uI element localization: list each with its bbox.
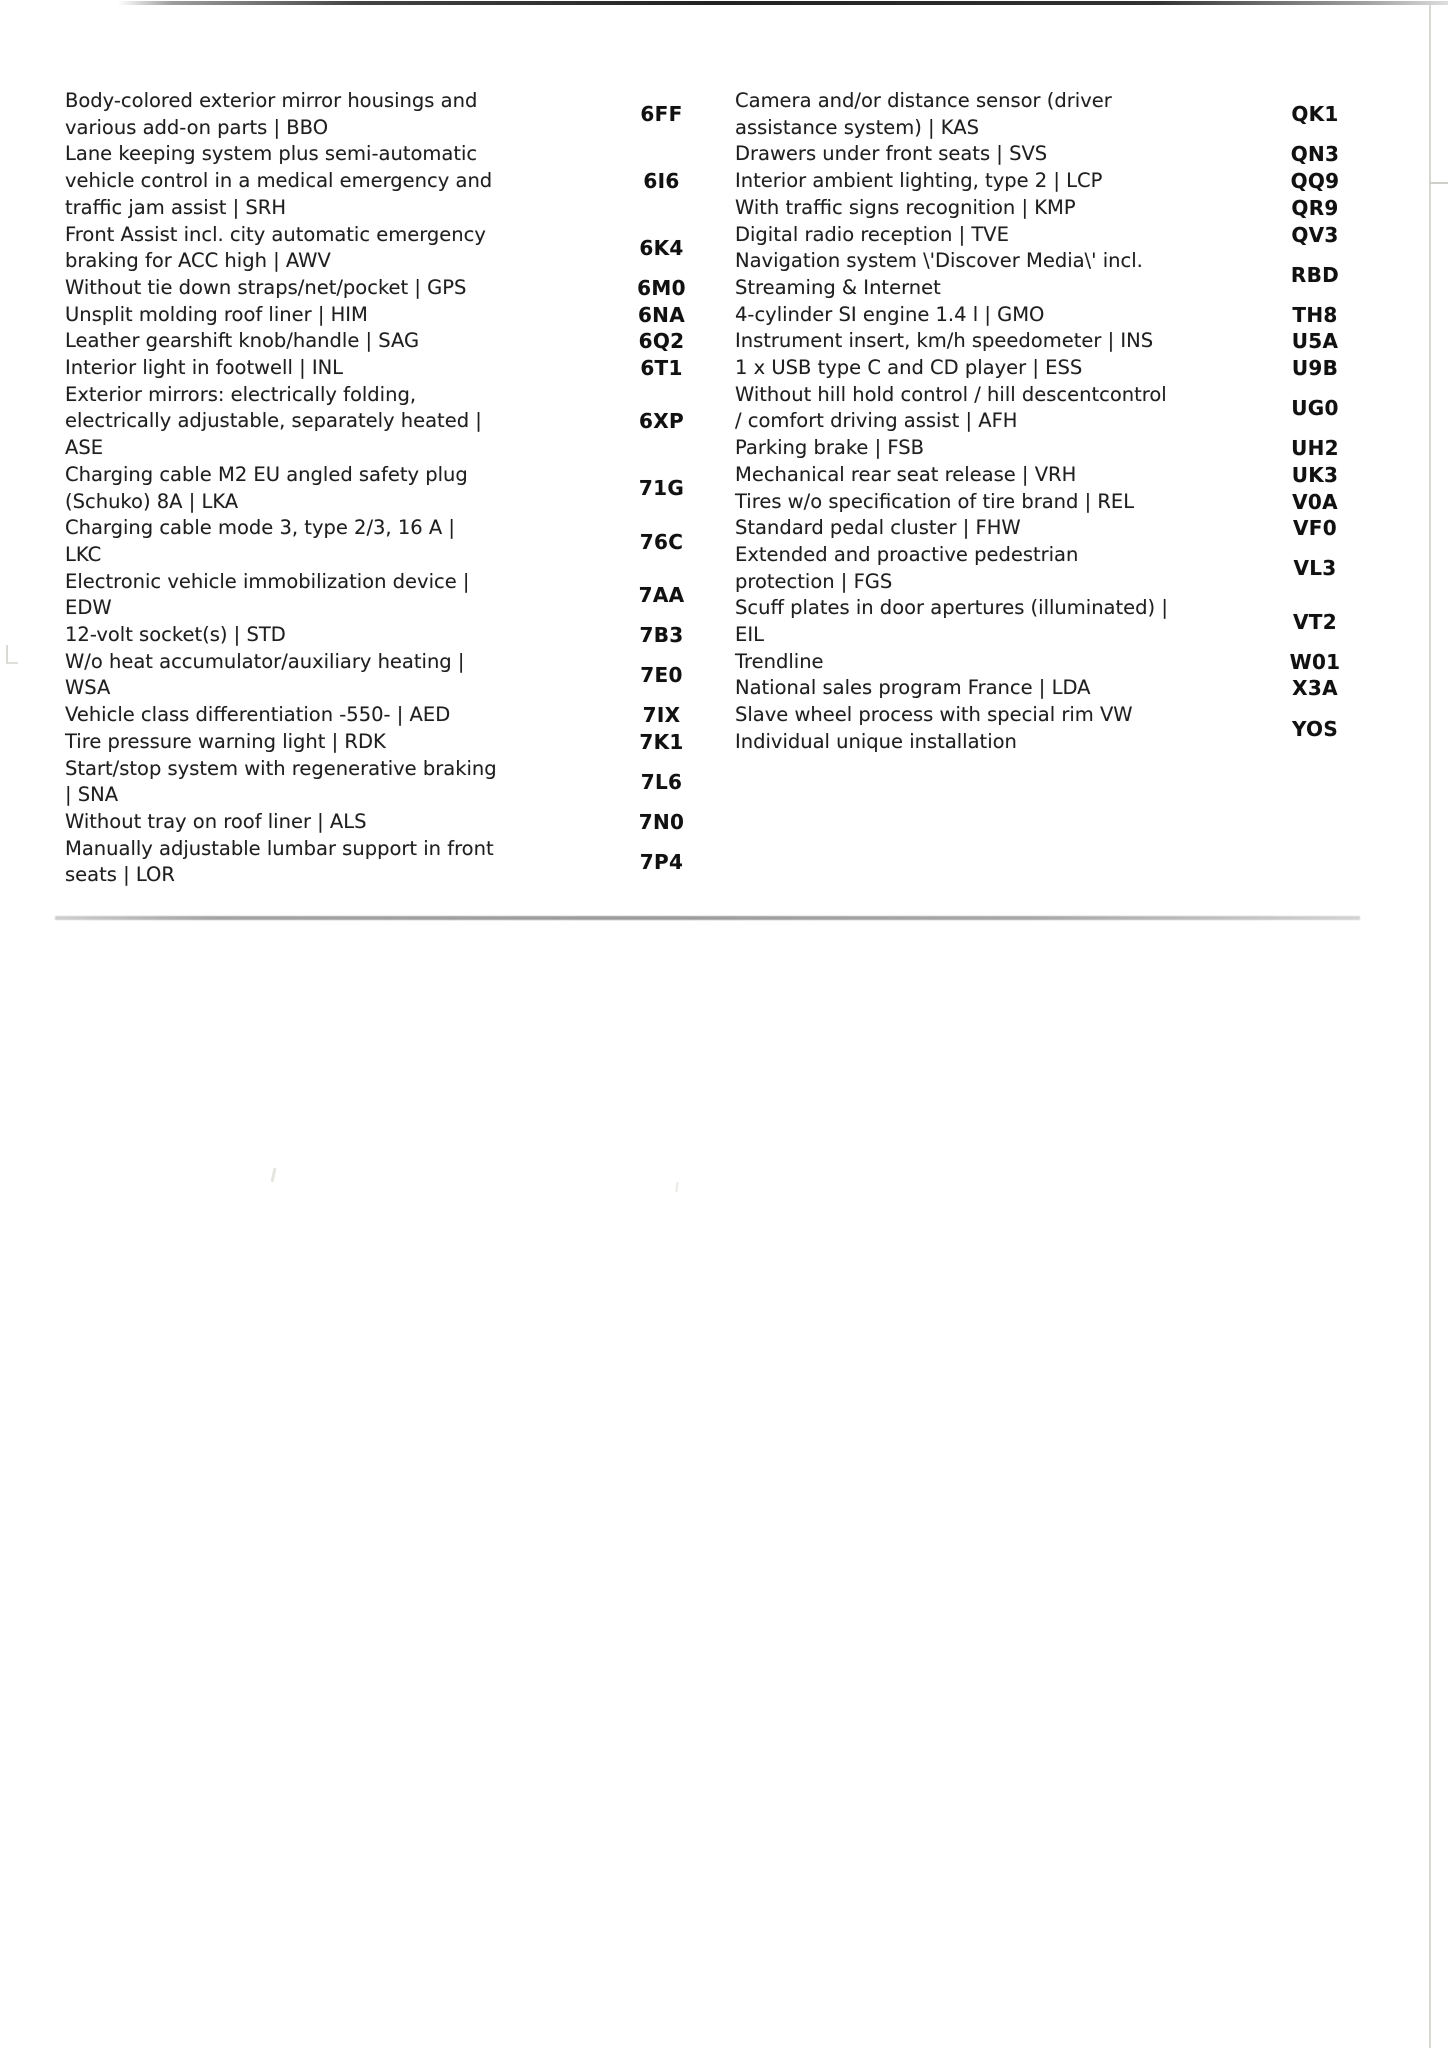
option-row [735,382,1365,435]
option-description-line: Without hill hold control / hill descentcontrol [735,382,1167,406]
option-code: QQ9 [1290,169,1340,194]
option-code: VL3 [1293,556,1337,581]
scan-artifact-top-line [118,1,1448,5]
option-row [735,248,1365,301]
option-description [65,622,588,649]
option-description-line: Parking brake | FSB [735,436,925,460]
option-row [735,489,1365,516]
option-description-line: 1 x USB type C and CD player | ESS [735,356,1083,380]
option-description-line: / comfort driving assist | AFH [735,409,1018,433]
option-code: 6M0 [637,275,686,300]
option-description [65,756,588,809]
option-code: VT2 [1293,609,1337,634]
options-table [65,88,1365,889]
option-code: UG0 [1291,396,1339,421]
option-row [65,141,735,221]
option-description-line: Front Assist incl. city automatic emergency [65,222,486,246]
option-description [65,355,588,382]
option-code: TH8 [1292,302,1338,327]
option-code: X3A [1292,676,1338,701]
option-description-line: Scuff plates in door apertures (illuminated) | [735,596,1168,620]
option-row [65,809,735,836]
option-code: VF0 [1293,516,1337,541]
option-description-line: Without tie down straps/net/pocket | GPS [65,275,467,299]
option-description [65,275,588,302]
option-row [65,275,735,302]
option-row [735,515,1365,542]
option-description-line: Charging cable mode 3, type 2/3, 16 A | [65,516,455,540]
option-code: 7B3 [639,623,684,648]
option-description [735,248,1265,301]
scan-artifact-right-edge-line [1429,5,1431,2048]
option-row [735,328,1365,355]
option-code: W01 [1289,649,1341,674]
option-row [735,702,1365,755]
option-description-line: Tires w/o specification of tire brand | REL [735,489,1135,513]
option-description-line: assistance system) | KAS [735,115,979,139]
option-description [65,88,588,141]
option-code: 7L6 [640,769,683,794]
option-description [65,382,588,462]
option-row [735,649,1365,676]
option-description-line: Leather gearshift knob/handle | SAG [65,329,420,353]
option-row [65,702,735,729]
option-description-line: Mechanical rear seat release | VRH [735,462,1077,486]
option-row [65,462,735,515]
option-description-line: National sales program France | LDA [735,676,1091,700]
scan-artifact-smudge [675,1182,678,1192]
option-description [65,462,588,515]
option-description [735,88,1265,141]
option-description-line: Standard pedal cluster | FHW [735,516,1021,540]
option-code: 6T1 [640,356,683,381]
option-row [65,355,735,382]
option-description-line: traffic jam assist | SRH [65,195,286,219]
option-row [65,729,735,756]
option-row [735,302,1365,329]
option-code: U9B [1291,356,1339,381]
option-description-line: Navigation system \'Discover Media\' incl. [735,249,1143,273]
option-description-line: WSA [65,676,111,700]
option-code: QV3 [1291,222,1339,247]
option-row [65,569,735,622]
option-description [65,141,588,221]
option-row [65,88,735,141]
option-description [735,141,1265,168]
option-description-line: Body-colored exterior mirror housings and [65,89,478,112]
option-description-line: W/o heat accumulator/auxiliary heating | [65,649,465,673]
scan-artifact-left-margin-mark [6,645,18,664]
option-description-line: various add-on parts | BBO [65,115,329,139]
option-description-line: protection | FGS [735,569,893,593]
option-description-line: Start/stop system with regenerative braking [65,756,497,780]
option-description-line: LKC [65,542,102,566]
option-description [735,195,1265,222]
option-description [65,569,588,622]
option-row [65,515,735,568]
option-code: 7E0 [640,663,683,688]
option-row [65,302,735,329]
option-description-line: Camera and/or distance sensor (driver [735,89,1112,112]
option-row [735,675,1365,702]
option-description [735,435,1265,462]
option-description-line: seats | LOR [65,863,175,887]
option-description-line: Exterior mirrors: electrically folding, [65,382,417,406]
option-description [65,809,588,836]
option-description-line: Individual unique installation [735,729,1017,753]
option-description-line: Interior ambient lighting, type 2 | LCP [735,169,1103,193]
option-code: 6I6 [643,169,680,194]
option-description-line: Extended and proactive pedestrian [735,542,1079,566]
option-description-line: Electronic vehicle immobilization device | [65,569,470,593]
option-description-line: Without tray on roof liner | ALS [65,809,367,833]
option-description [735,702,1265,755]
option-code: 7N0 [638,809,685,834]
scan-artifact-smudge [271,1168,277,1182]
option-row [735,355,1365,382]
option-description-line: EIL [735,623,764,647]
option-description-line: EDW [65,596,112,620]
option-description-line: vehicle control in a medical emergency and [65,169,493,193]
option-description [65,515,588,568]
option-row [65,622,735,649]
option-description [735,515,1265,542]
option-code: 7P4 [639,850,684,875]
option-description [65,836,588,889]
option-code: YOS [1291,716,1339,741]
scan-artifact-right-edge-tick [1429,182,1448,184]
options-column-right [735,88,1365,889]
option-code: 71G [638,476,685,501]
option-description-line: braking for ACC high | AWV [65,249,331,273]
option-description [65,702,588,729]
option-description-line: | SNA [65,783,119,807]
option-description-line: Unsplit molding roof liner | HIM [65,302,368,326]
option-description [735,489,1265,516]
option-description [735,328,1265,355]
option-code: QR9 [1291,195,1339,220]
option-description-line: Instrument insert, km/h speedometer | INS [735,329,1154,353]
option-row [735,141,1365,168]
option-description-line: electrically adjustable, separately heated | [65,409,482,433]
option-description [735,355,1265,382]
option-code: 6Q2 [638,329,685,354]
option-description-line: With traffic signs recognition | KMP [735,195,1076,219]
option-code: V0A [1292,489,1338,514]
option-description [735,168,1265,195]
option-row [735,462,1365,489]
option-description [65,222,588,275]
option-description [65,729,588,756]
option-description-line: Digital radio reception | TVE [735,222,1009,246]
option-description-line: Drawers under front seats | SVS [735,142,1048,166]
option-code: 7K1 [639,729,684,754]
option-description-line: Slave wheel process with special rim VW [735,703,1133,727]
option-code: UK3 [1291,462,1339,487]
option-code: QK1 [1291,102,1339,127]
option-row [735,222,1365,249]
option-description [735,649,1265,676]
option-description [735,675,1265,702]
option-row [735,168,1365,195]
option-row [735,595,1365,648]
option-row [65,756,735,809]
option-description-line: Lane keeping system plus semi-automatic [65,142,478,166]
option-code: 6K4 [639,235,684,260]
option-row [65,649,735,702]
option-row [735,542,1365,595]
option-code: 6FF [640,102,683,127]
option-row [65,836,735,889]
option-description-line: 4-cylinder SI engine 1.4 l | GMO [735,302,1045,326]
option-description-line: Tire pressure warning light | RDK [65,729,386,753]
option-description [65,302,588,329]
option-row [65,222,735,275]
option-description-line: 12-volt socket(s) | STD [65,623,286,647]
option-description-line: Manually adjustable lumbar support in front [65,836,494,860]
option-description [65,649,588,702]
option-row [735,435,1365,462]
option-code: QN3 [1290,142,1340,167]
option-description [735,542,1265,595]
option-description-line: Interior light in footwell | INL [65,356,344,380]
option-code: 6NA [637,302,686,327]
option-code: 6XP [639,409,684,434]
option-description-line: Trendline [735,649,824,673]
option-code: 7AA [638,583,685,607]
option-description-line: Vehicle class differentiation -550- | AED [65,703,451,727]
option-code: 7IX [642,703,681,728]
option-description [735,462,1265,489]
option-row [735,88,1365,141]
option-description-line: (Schuko) 8A | LKA [65,489,239,513]
option-row [65,328,735,355]
option-description-line: Charging cable M2 EU angled safety plug [65,462,468,486]
option-description [735,302,1265,329]
option-row [735,195,1365,222]
option-description [65,328,588,355]
option-description [735,382,1265,435]
option-description [735,595,1265,648]
option-description-line: Streaming & Internet [735,275,941,299]
option-code: UH2 [1291,436,1339,461]
horizontal-separator-line [55,916,1360,920]
option-row [65,382,735,462]
option-code: 76C [639,529,684,554]
option-code: U5A [1291,329,1339,354]
options-column-left [65,88,735,889]
option-code: RBD [1290,262,1340,287]
option-description-line: ASE [65,436,104,460]
option-description [735,222,1265,249]
